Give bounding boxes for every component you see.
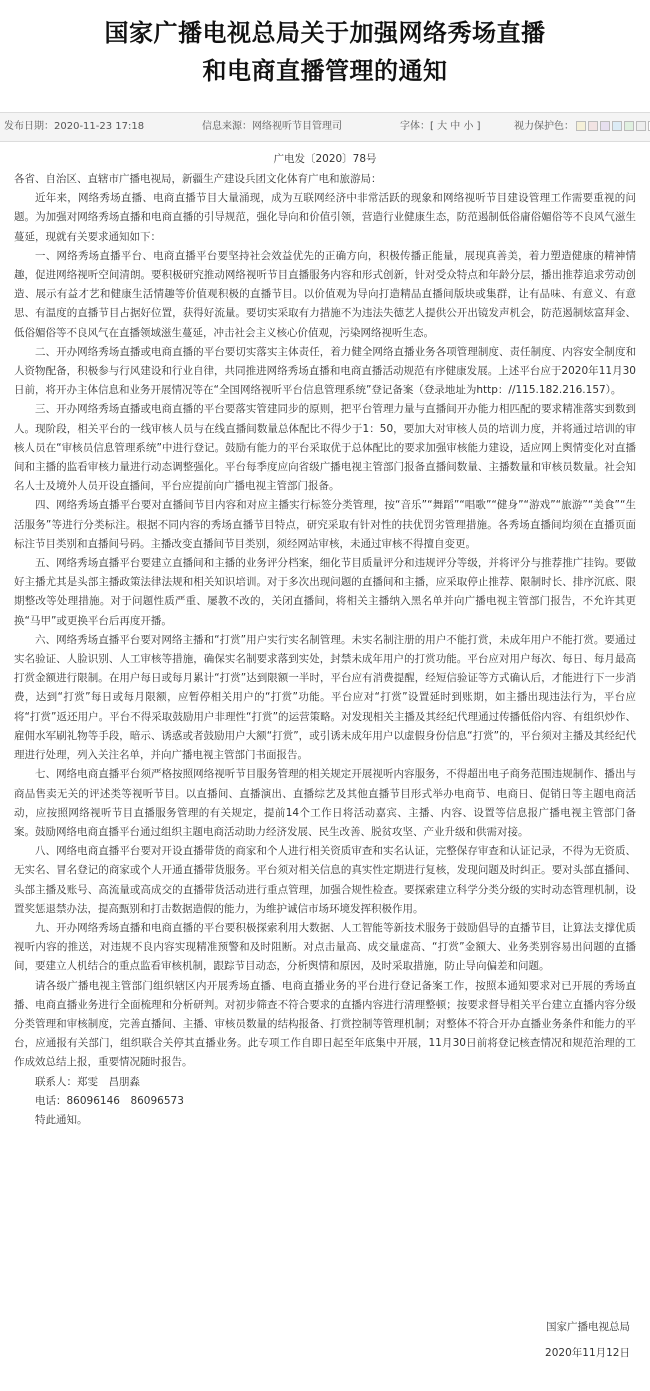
color-swatch-2[interactable] <box>588 121 598 131</box>
paragraph-6: 六、网络秀场直播平台要对网络主播和“打赏”用户实行实名制管理。未实名制注册的用户不能打赏，未成年用户不能打赏。要通过实名验证、人脸识别、人工审核等措施，确保实名制要求落到实处，封禁未成年用户的打赏功能。平台应对用户每次、每日、每月最高打赏金额进行限制。在用户每日或每月累计“打赏”达到限额一半时，平台应有消费提醒，经短信验证等方式确认后，才能进行下一步消费，达到“打赏”每日或每月限额，应暂停相关用户的“打赏”功能。平台应对“打赏”设置延时到账期，如主播出现违法行为，平台应将“打赏”返还用户。平台不得采取鼓励用户非理性“打赏”的运营策略。对发现相关主播及其经纪代理通过传播低俗内容、有组织炒作、雇佣水军刷礼物等手段，暗示、诱惑或者鼓励用户大额“打赏”，或引诱未成年用户以虚假身份信息“打赏”的，平台须对主播及其经纪代理进行处理，列入关注名单，并向广播电视主管部门书面报告。 <box>14 633 636 762</box>
font-bracket-open: [ <box>430 121 434 132</box>
closing-remark: 特此通知。 <box>35 1113 88 1126</box>
article-title <box>0 0 650 106</box>
font-small-button[interactable]: 小 <box>463 121 474 132</box>
signature-org: 国家广播电视总局 <box>546 1321 630 1333</box>
signature-date: 2020年11月12日 <box>545 1347 630 1359</box>
article-meta-bar <box>0 112 650 142</box>
font-large-button[interactable]: 大 <box>437 121 448 132</box>
font-size-label: 字体： <box>400 121 430 132</box>
title-line-1: 国家广播电视总局关于加强网络秀场直播 <box>104 19 546 47</box>
font-bracket-close: ] <box>476 121 481 132</box>
publish-date-label: 发布日期： <box>4 121 54 132</box>
color-swatch-group <box>574 121 650 132</box>
color-swatch-3[interactable] <box>600 121 610 131</box>
eye-protection-colors <box>514 113 650 141</box>
signature-block <box>545 1314 630 1366</box>
font-medium-button[interactable]: 中 <box>450 121 461 132</box>
article-body <box>14 150 636 1130</box>
font-size-switcher <box>400 113 481 141</box>
paragraph-7: 七、网络电商直播平台须严格按照网络视听节目服务管理的相关规定开展视听内容服务，不得超出电子商务范围违规制作、播出与商品售卖无关的评述类等视听节目。以直播间、直播演出、直播综艺及其他直播节目形式举办电商节、电商日、促销日等主题电商活动，应按照网络视听节目直播服务管理的有关规定，提前14个工作日将活动嘉宾、主播、内容、设置等信息报广播电视主管部门备案。鼓励网络电商直播平台通过组织主题电商活动助力经济发展、民生改善、脱贫攻坚、产业升级和供需对接。 <box>14 768 636 838</box>
paragraph-intro: 近年来，网络秀场直播、电商直播节目大量涌现，成为互联网经济中非常活跃的现象和网络视听节目建设管理工作需要重视的问题。为加强对网络秀场直播和电商直播的引导规范，强化导向和价值引领，营造行业健康生态，防范遏制低俗庸俗媚俗等不良风气滋生蔓延，现就有关要求通知如下： <box>14 192 636 243</box>
color-swatch-1[interactable] <box>576 121 586 131</box>
contact-phone: 电话：86096146 86096573 <box>35 1094 184 1107</box>
color-swatch-5[interactable] <box>624 121 634 131</box>
paragraph-5: 五、网络秀场直播平台要建立直播间和主播的业务评分档案，细化节目质量评分和违规评分等级，并将评分与推荐推广挂钩。要做好主播尤其是头部主播政策法律法规和相关知识培训。对于多次出现问题的直播间和主播，应采取停止推荐、限制时长、排序沉底、限期整改等处理措施。对于问题性质严重、屡教不改的，关闭直播间，将相关主播纳入黑名单并向广播电视主管部门报告，不允许其更换“马甲”或更换平台后再度开播。 <box>14 557 636 627</box>
color-swatch-6[interactable] <box>636 121 646 131</box>
paragraph-8: 八、网络电商直播平台要对开设直播带货的商家和个人进行相关资质审查和实名认证，完整保存审查和认证记录，不得为无资质、无实名、冒名登记的商家或个人开通直播带货服务。平台须对相关信息的真实性定期进行复核，发现问题及时纠正。要对头部直播间、头部主播及账号、高流量或高成交的直播带货活动进行重点管理，加强合规性检查。要探索建立科学分类分级的实时动态管理机制，设置奖惩退禁办法，提高甄别和打击数据造假的能力，为维护诚信市场环境发挥积极作用。 <box>14 845 636 915</box>
contact-people: 联系人：郑雯 昌朋淼 <box>35 1075 140 1088</box>
paragraph-9: 九、开办网络秀场直播和电商直播的平台要积极探索利用大数据、人工智能等新技术服务于鼓励倡导的直播节目，让算法支撑优质视听内容的推送，对违规不良内容实现精准预警和及时阻断。对点击量高、成交量虚高、“打赏”金额大、业务类别容易出问题的直播间，要建立人机结合的重点监看审核机制，跟踪节目动态，分析舆情和原因，及时采取措施，防止导向偏差和问题。 <box>14 921 636 973</box>
info-source-label: 信息来源： <box>202 121 252 132</box>
paragraph-3: 三、开办网络秀场直播或电商直播的平台要落实管建同步的原则，把平台管理力量与直播间开办能力相匹配的要求精准落实到数到人。现阶段，相关平台的一线审核人员与在线直播间数量总体配比不得少于1：50，要加大对审核人员的培训力度，并将通过培训的审核人员在“审核员信息管理系统”中进行登记。鼓励有能力的平台采取优于总体配比的要求加强审核能力建设，适应网上舆情变化对直播间和主播的监看审核力量进行动态调整强化。平台每季度应向省级广播电视主管部门报备直播间数量、主播数量和审核员数量。社会知名人士及境外人员开设直播间，平台应提前向广播电视主管部门报备。 <box>14 403 636 493</box>
paragraph-closing: 请各级广播电视主管部门组织辖区内开展秀场直播、电商直播业务的平台进行登记备案工作，按照本通知要求对已开展的秀场直播、电商直播业务进行全面梳理和分析研判。对初步筛查不符合要求的直播内容进行清理整顿；按要求督导相关平台建立直播内容分级分类管理和审核制度，完善直播间、主播、审核员数量的结构报备、打赏控制等管理机制；对整体不符合开办直播业务条件和能力的平台，应通报有关部门，组织联合关停其直播业务。此专项工作自即日起至年底集中开展，11月30日前将登记核查情况和规范治理的工作成效总结上报，重要情况随时报告。 <box>14 979 636 1069</box>
paragraph-1: 一、网络秀场直播平台、电商直播平台要坚持社会效益优先的正确方向，积极传播正能量，展现真善美，着力塑造健康的精神情趣，促进网络视听空间清朗。要积极研究推动网络视听节目直播服务内容和形式创新，针对受众特点和年龄分层，播出推荐追求劳动创造、展示有益才艺和健康生活情趣等价值观积极的直播节目。以价值观为导向打造精品直播间版块或集群，让有品味、有意义、有意思、有温度的直播节目占据好位置，获得好流量。要切实采取有力措施不为违法失德艺人提供公开出镜发声机会，防范遏制炫富拜金、低俗媚俗等不良风气在直播领域滋生蔓延，冲击社会主义核心价值观，污染网络视听生态。 <box>14 249 636 339</box>
info-source-value: 网络视听节目管理司 <box>252 121 342 132</box>
publish-date-value: 2020-11-23 17:18 <box>54 121 145 132</box>
title-line-2: 和电商直播管理的通知 <box>202 57 448 85</box>
addressee: 各省、自治区、直辖市广播电视局，新疆生产建设兵团文化体育广电和旅游局： <box>14 173 382 185</box>
color-swatch-4[interactable] <box>612 121 622 131</box>
eye-protection-label: 视力保护色： <box>514 121 574 132</box>
publish-date <box>4 113 144 141</box>
document-number: 广电发〔2020〕78号 <box>273 153 377 165</box>
paragraph-2: 二、开办网络秀场直播或电商直播的平台要切实落实主体责任，着力健全网络直播业务各项管理制度、责任制度、内容安全制度和人资物配备，积极参与行风建设和行业自律，共同推进网络秀场直播和电商直播活动规范有序健康发展。上述平台应于2020年11月30日前，将开办主体信息和业务开展情况等在“全国网络视听平台信息管理系统”登记备案（登录地址为http：//115.182.216.157）。 <box>14 345 636 397</box>
paragraph-4: 四、网络秀场直播平台要对直播间节目内容和对应主播实行标签分类管理，按“音乐”“舞蹈”“唱歌”“健身”“游戏”“旅游”“美食”“生活服务”等进行分类标注。根据不同内容的秀场直播节目特点，研究采取有针对性的扶优罚劣管理措施。各秀场直播间均须在直播页面标注节目类别和直播间号码。主播改变直播间节目类别，须经网站审核，未通过审核不得擅自变更。 <box>14 499 636 550</box>
info-source <box>202 113 342 141</box>
